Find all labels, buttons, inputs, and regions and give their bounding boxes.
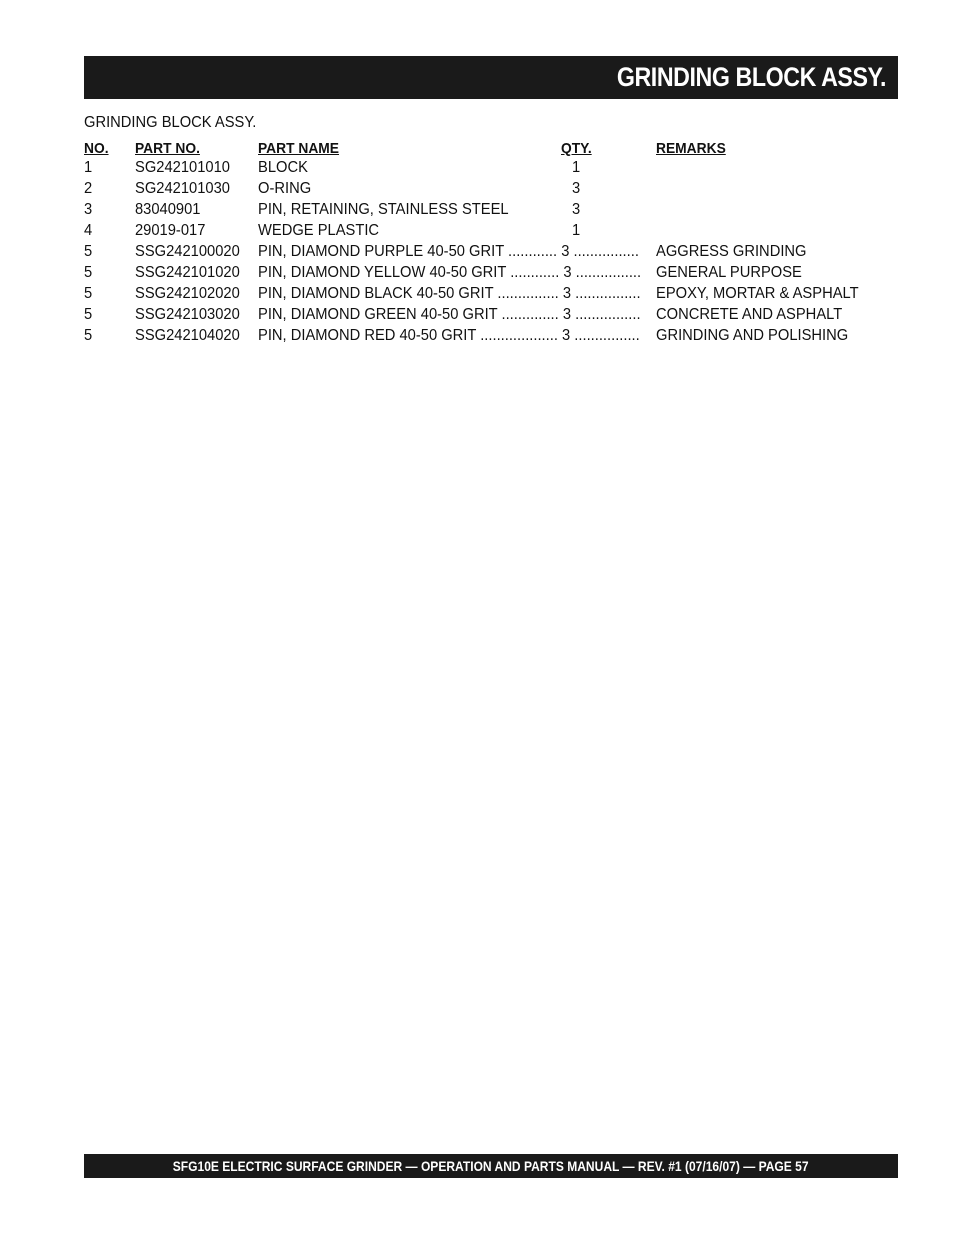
table-row	[84, 306, 898, 327]
part-number: 83040901	[135, 201, 201, 218]
footer-bar	[84, 1154, 898, 1178]
table-row	[84, 222, 898, 243]
part-qty: 3	[561, 243, 570, 260]
part-number-index: 1	[84, 159, 93, 176]
part-qty: 3	[562, 285, 572, 302]
part-number: SSG242103020	[135, 306, 240, 323]
part-number-index: 5	[84, 327, 93, 344]
table-row	[84, 243, 898, 264]
part-name-text: PIN, RETAINING, STAINLESS STEEL	[258, 201, 509, 218]
part-number: SSG242104020	[135, 327, 240, 344]
part-name-leader: ...............	[493, 285, 563, 302]
part-qty: 1	[572, 159, 581, 176]
part-number-index: 5	[84, 285, 93, 302]
qty-leader: ................	[570, 327, 640, 344]
part-name	[258, 159, 308, 177]
parts-list-header	[84, 138, 898, 159]
page-title: GRINDING BLOCK ASSY.	[616, 62, 886, 92]
part-number: SSG242101020	[135, 264, 240, 281]
part-name-text: O-RING	[258, 180, 312, 197]
section-title: GRINDING BLOCK ASSY.	[84, 114, 257, 131]
part-name	[258, 243, 639, 261]
parts-list-rows	[84, 159, 898, 348]
part-name	[258, 222, 379, 240]
part-number: 29019-017	[135, 222, 206, 239]
table-row	[84, 201, 898, 222]
part-name	[258, 306, 641, 324]
column-header-remarks: REMARKS	[656, 140, 726, 157]
part-qty: 3	[562, 327, 571, 344]
part-remarks: EPOXY, MORTAR & ASPHALT	[656, 285, 859, 302]
part-qty: 3	[562, 306, 572, 323]
part-number-index: 5	[84, 306, 93, 323]
part-qty: 3	[563, 264, 572, 281]
table-row	[84, 264, 898, 285]
table-row	[84, 159, 898, 180]
part-name-leader: ............	[506, 264, 564, 281]
part-name-leader: ............	[503, 243, 562, 260]
part-remarks: GENERAL PURPOSE	[656, 264, 802, 281]
part-name-text: PIN, DIAMOND GREEN 40-50 GRIT	[258, 306, 498, 323]
part-number-index: 5	[84, 264, 93, 281]
part-name-text: PIN, DIAMOND BLACK 40-50 GRIT	[258, 285, 494, 302]
part-name-text: WEDGE PLASTIC	[258, 222, 380, 239]
part-remarks: AGGRESS GRINDING	[656, 243, 807, 260]
part-name	[258, 264, 641, 282]
part-name-leader: ..............	[497, 306, 563, 323]
part-name	[258, 201, 509, 219]
part-name-leader: ...................	[476, 327, 563, 344]
part-name-text: PIN, DIAMOND YELLOW 40-50 GRIT	[258, 264, 507, 281]
table-row	[84, 180, 898, 201]
part-number: SSG242100020	[135, 243, 240, 260]
part-name	[258, 327, 640, 345]
part-number-index: 5	[84, 243, 93, 260]
part-number-index: 2	[84, 180, 93, 197]
part-name	[258, 180, 311, 198]
footer-text: SFG10E ELECTRIC SURFACE GRINDER — OPERATION AND PARTS MANUAL — REV. #1 (07/16/07) — PAGE 57	[173, 1158, 809, 1174]
part-name-text: PIN, DIAMOND RED 40-50 GRIT	[258, 327, 477, 344]
column-header-part-name: PART NAME	[258, 140, 340, 157]
part-number-index: 4	[84, 222, 93, 239]
part-qty: 3	[572, 201, 581, 218]
table-row	[84, 327, 898, 348]
part-name-text: PIN, DIAMOND PURPLE 40-50 GRIT	[258, 243, 504, 260]
column-header-qty: QTY.	[561, 140, 592, 157]
column-header-part-no: PART NO.	[135, 140, 200, 157]
qty-leader: ................	[569, 243, 639, 260]
parts-list	[84, 138, 898, 348]
qty-leader: ................	[571, 264, 642, 281]
column-header-no: NO.	[84, 140, 109, 157]
part-qty: 1	[572, 222, 581, 239]
part-number: SSG242102020	[135, 285, 240, 302]
title-bar	[84, 56, 898, 99]
part-number: SG242101010	[135, 159, 230, 176]
part-name	[258, 285, 641, 303]
part-remarks: GRINDING AND POLISHING	[656, 327, 849, 344]
part-name-text: BLOCK	[258, 159, 308, 176]
part-qty: 3	[572, 180, 581, 197]
part-number-index: 3	[84, 201, 93, 218]
qty-leader: ................	[571, 306, 641, 323]
table-row	[84, 285, 898, 306]
part-number: SG242101030	[135, 180, 230, 197]
qty-leader: ................	[571, 285, 641, 302]
part-remarks: CONCRETE AND ASPHALT	[656, 306, 843, 323]
